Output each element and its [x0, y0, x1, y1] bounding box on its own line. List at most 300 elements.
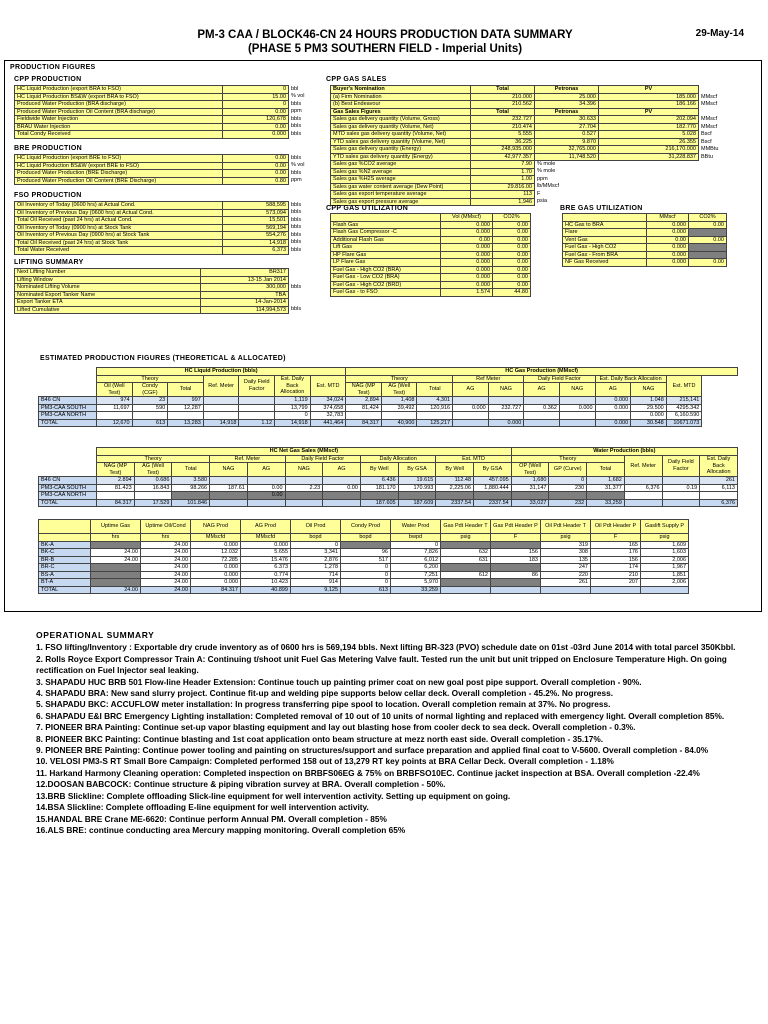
cpp-label: Total Condy Received [15, 131, 223, 139]
gas-util-cell: 0.000 [441, 244, 493, 252]
bre-gas-cell: 0.00 [689, 259, 727, 267]
hc-cell [559, 397, 595, 405]
uptime-col-header: Water Prod [391, 520, 441, 534]
ops-item: 13.BRB Slickline: Complete offloading Slick-line equipment for well intervention activity. Setting up equipment on going. [36, 790, 511, 801]
cpp-row [15, 116, 315, 124]
gas-sales-row [331, 131, 737, 139]
hc-cell: 32,783 [310, 412, 346, 420]
fso-unit: bbls [289, 224, 315, 232]
bre-gas-cell: Flare [563, 229, 647, 237]
gas-sales-cell: 182.770 [599, 123, 699, 131]
hc-net-cell [285, 477, 323, 485]
uptime-cell: 3,341 [291, 549, 341, 557]
bre-gas-cell: 0.00 [689, 221, 727, 229]
fso-label: Oil Inventory of Today (0900 hrs) at Stock Tank [15, 224, 223, 232]
cpp-unit: bbl [289, 86, 315, 94]
hc-row-label: PM3-CAA SOUTH [39, 404, 97, 412]
uptime-col-header: Gas Pdt Header P [491, 520, 541, 534]
gas-util-col-header: Vol (MMscf) [441, 214, 493, 222]
uptime-col-header: Oil Pdt Header T [541, 520, 591, 534]
bre-gas-cell [689, 229, 727, 237]
hc-cell [524, 397, 560, 405]
lifting-label: Lifted Cumulative [15, 306, 201, 314]
gas-sales-cell: 26.355 [599, 138, 699, 146]
estimated-heading: ESTIMATED PRODUCTION FIGURES (THEORETICAL & ALLOCATED) [40, 355, 286, 362]
theory-group: Theory [346, 375, 453, 383]
hc-net-row [39, 492, 738, 500]
hc-net-cell: 84.317 [97, 499, 135, 507]
hc-cell: 81,424 [346, 404, 382, 412]
uptime-cell: 24.00 [91, 586, 141, 594]
fso-value: 6,373 [223, 247, 289, 255]
uptime-cell: 24.00 [141, 564, 191, 572]
hc-net-cell [247, 477, 285, 485]
ops-item: 11. Harkand Harmony Cleaning operation: Completed inspection on BRBFS06EG & 75% on BRBFSO10EC. Continue jacket inspection at BSA. Overall completion -22.4% [36, 767, 700, 778]
hc-net-cell: 31,147 [511, 484, 549, 492]
gas-util-cell: LP Flare Gas [331, 259, 441, 267]
hc-cell: 0.000 [559, 404, 595, 412]
gas-quality-label: Sales gas water content average (Dew Point) [331, 183, 471, 191]
uptime-unit [39, 534, 91, 542]
gas-sales-cell: 210.562 [471, 101, 535, 109]
hc-net-cell: 0.00 [247, 492, 285, 500]
fso-value: 15,501 [223, 217, 289, 225]
bre-label: HC Liquid Production BS&W (export BRE to FSO) [15, 162, 223, 170]
uptime-col-header: Oil Pdt Header P [591, 520, 641, 534]
cpp-unit: bbls [289, 131, 315, 139]
bre-value: 0.00 [223, 170, 289, 178]
fso-label: Oil Inventory of Today (0600 hrs) at Actual Cond. [15, 202, 223, 210]
hc-cell: 30.548 [631, 419, 667, 427]
uptime-platform: BR-B [39, 556, 91, 564]
gas-sales-unit [699, 108, 737, 116]
gas-sales-cell: 25.000 [535, 93, 599, 101]
bre-production-table [14, 154, 315, 185]
bre-gas-table [562, 213, 727, 267]
bre-gas-cell [689, 251, 727, 259]
hc-net-water-table [38, 447, 738, 507]
bre-unit: % vol [289, 162, 315, 170]
gas-sales-unit: BBtu [699, 153, 737, 161]
uptime-unit: hrs [91, 534, 141, 542]
hc-net-cell: 112.48 [436, 477, 474, 485]
fso-value: 588,595 [223, 202, 289, 210]
hc-net-cell: 0.686 [134, 477, 172, 485]
uptime-cell [441, 564, 491, 572]
lifting-unit: bbls [289, 284, 315, 292]
lifting-label: Lifting Window [15, 276, 201, 284]
hc-cell [239, 404, 275, 412]
hc-net-col-header: AG [323, 463, 361, 477]
hc-cell: 2,894 [346, 397, 382, 405]
fso-unit: bbls [289, 232, 315, 240]
hc-cell: 1,119 [275, 397, 311, 405]
hc-liquid-group-row [39, 375, 738, 383]
report-date: 29-May-14 [695, 28, 744, 39]
fso-unit: bbls [289, 239, 315, 247]
hc-net-col-header: Total [587, 463, 625, 477]
hc-net-cell [210, 499, 248, 507]
hc-cell: 125,217 [417, 419, 453, 427]
lifting-unit [289, 299, 315, 307]
uptime-cell: 24.00 [141, 579, 191, 587]
uptime-col-header [39, 520, 91, 534]
ops-item: 4. SHAPADU BRA: New sand slurry project. Continue fit-up and welding pipe supports below cellar deck. Overall completion - 45.2%. No progress. [36, 688, 614, 699]
lifting-label: Nominated Export Tanker Name [15, 291, 201, 299]
hc-cell [453, 412, 489, 420]
hc-net-cell: 1,682 [587, 477, 625, 485]
gas-sales-cell: 186.166 [599, 101, 699, 109]
hc-cell: 1.048 [631, 397, 667, 405]
gas-sales-cell: 31,228.837 [599, 153, 699, 161]
gas-sales-cell: 42,977.357 [471, 153, 535, 161]
hc-net-group-row [39, 455, 738, 463]
lifting-value: 114,994,573 [201, 306, 289, 314]
cpp-production-table [14, 85, 315, 139]
bre-gas-col-header [563, 214, 647, 222]
gas-sales-col-header: Total [471, 108, 535, 116]
cpp-unit: bbls [289, 116, 315, 124]
uptime-cell: 9,125 [291, 586, 341, 594]
hc-net-cell [323, 477, 361, 485]
hc-col-header: NAG [488, 383, 524, 397]
hc-cell: 0.000 [453, 404, 489, 412]
cpp-value: 120,678 [223, 116, 289, 124]
uptime-cell: 72.285 [191, 556, 241, 564]
hc-col-header: Ref Meter [453, 375, 524, 383]
bre-value: 0.00 [223, 155, 289, 163]
gas-util-cell: 0.000 [441, 281, 493, 289]
uptime-cell: 15.476 [241, 556, 291, 564]
hc-net-cell [134, 492, 172, 500]
hc-net-cell [549, 492, 587, 500]
gas-sales-header-row [331, 86, 737, 94]
gas-quality-unit: % mole [535, 161, 737, 169]
hc-net-col-header: NAG (MP Test) [97, 463, 135, 477]
hc-cell [595, 412, 631, 420]
lifting-row [15, 299, 315, 307]
gas-util-cell: HP Flare Gas [331, 251, 441, 259]
hc-cell [97, 412, 133, 420]
hc-net-col-header: AG (Well Test) [134, 463, 172, 477]
gas-sales-cell: (b) Best Endeavour [331, 101, 471, 109]
hc-net-title: HC Net Gas Sales (MMscf) [97, 448, 512, 456]
gas-sales-unit: MMscf [699, 101, 737, 109]
hc-net-cell: 33,259 [587, 499, 625, 507]
fso-row [15, 217, 315, 225]
hc-net-cell [624, 499, 662, 507]
gas-sales-cell: Sales gas delivery quantity (Volume, Gross) [331, 116, 471, 124]
fso-value: 573,094 [223, 209, 289, 217]
hc-col-header: Total [417, 383, 453, 397]
gas-sales-cell: YTD sales gas delivery quantity (Volume, Net) [331, 138, 471, 146]
bre-label: Produced Water Production Oil Content (BRE Discharge) [15, 177, 223, 185]
gas-sales-cell: MTD sales gas delivery quantity (Volume, Net) [331, 131, 471, 139]
bre-gas-row [563, 221, 727, 229]
uptime-cell: 86 [491, 571, 541, 579]
hc-cell: 23 [132, 397, 168, 405]
bre-gas-row [563, 259, 727, 267]
gas-util-cell: Lift Gas [331, 244, 441, 252]
hc-net-cell: 0.19 [662, 484, 700, 492]
fso-row [15, 209, 315, 217]
gas-sales-unit: MMscf [699, 123, 737, 131]
hc-cell: 613 [132, 419, 168, 427]
fso-label: Oil Inventory of Previous Day (0600 hrs) at Actual Cond. [15, 209, 223, 217]
uptime-cell: 0.000 [191, 579, 241, 587]
gas-sales-cell: 232.727 [471, 116, 535, 124]
bre-gas-cell [689, 244, 727, 252]
hc-net-col-header: OP (Well Test) [511, 463, 549, 477]
gas-quality-row [331, 191, 737, 199]
hc-cell [132, 412, 168, 420]
uptime-col-header: Uptime Gas [91, 520, 141, 534]
uptime-unit: psig [641, 534, 689, 542]
gas-quality-label: Sales gas %N2 average [331, 168, 471, 176]
blank [39, 375, 97, 383]
uptime-cell: 33,259 [391, 586, 441, 594]
hc-cell [524, 419, 560, 427]
uptime-cell: 319 [541, 541, 591, 549]
hc-net-cell: 19.615 [398, 477, 436, 485]
cpp-production-heading: CPP PRODUCTION [14, 76, 82, 83]
hc-net-cell [624, 492, 662, 500]
hc-net-cell: 33,027 [511, 499, 549, 507]
blank [39, 368, 97, 376]
bre-row [15, 170, 315, 178]
gas-util-row [331, 289, 531, 297]
gas-quality-unit: % mole [535, 168, 737, 176]
gas-sales-cell: 248,935.000 [471, 146, 535, 154]
uptime-platform: BK-A [39, 541, 91, 549]
uptime-col-header: Oil Prod [291, 520, 341, 534]
hc-cell: 4,301 [417, 397, 453, 405]
hc-col-header: Daily Field Factor [239, 375, 275, 397]
uptime-cell: 247 [541, 564, 591, 572]
gas-util-row [331, 236, 531, 244]
uptime-cell: 2,006 [641, 556, 689, 564]
gas-util-cell: Fuel Gas - to FSO [331, 289, 441, 297]
uptime-cell [441, 579, 491, 587]
bre-gas-heading: BRE GAS UTILIZATION [560, 205, 643, 212]
uptime-cell: 612 [441, 571, 491, 579]
gas-sales-cell: 11,748.520 [535, 153, 599, 161]
uptime-cell [91, 541, 141, 549]
hc-cell: 997 [168, 397, 204, 405]
uptime-cell: 0.000 [191, 564, 241, 572]
uptime-platform: BK-C [39, 549, 91, 557]
gas-sales-cell: (a) Firm Nomination [331, 93, 471, 101]
uptime-cell: 165 [591, 541, 641, 549]
title-line-1: PM-3 CAA / BLOCK46-CN 24 HOURS PRODUCTION DATA SUMMARY [197, 29, 573, 41]
gas-quality-row [331, 168, 737, 176]
hc-net-group: Ref. Meter [210, 455, 285, 463]
hc-net-cell [474, 492, 512, 500]
bre-gas-header-row [563, 214, 727, 222]
hc-col-header: NAG (MP Test) [346, 383, 382, 397]
bre-gas-cell: 0.000 [647, 251, 689, 259]
water-group: Theory [511, 455, 624, 463]
hc-col-header: Est. MTD [310, 375, 346, 397]
hc-net-cell: 170.993 [398, 484, 436, 492]
hc-net-cell [662, 492, 700, 500]
uptime-cell [641, 586, 689, 594]
gas-util-cell: Fuel Gas - Low CO2 (BRA) [331, 274, 441, 282]
ops-item: 16.ALS BRE: continue conducting area Mercury mapping monitoring. Overall completion 65% [36, 824, 406, 835]
fso-unit: bbls [289, 217, 315, 225]
hc-net-cell: 2337.54 [474, 499, 512, 507]
hc-cell: 10671.073 [666, 419, 702, 427]
hc-net-group: Daily Allocation [360, 455, 435, 463]
gas-sales-figures-header [331, 108, 737, 116]
uptime-unit: bwpd [391, 534, 441, 542]
gas-util-cell: 0.00 [493, 259, 531, 267]
hc-net-row [39, 477, 738, 485]
gas-sales-unit: MMscf [699, 116, 737, 124]
gas-util-cell: 0.00 [441, 236, 493, 244]
hc-liquid-title-row [39, 368, 738, 376]
gas-sales-cell: 0.527 [535, 131, 599, 139]
uptime-unit: F [591, 534, 641, 542]
uptime-cell: 40.899 [241, 586, 291, 594]
uptime-cell: 261 [541, 579, 591, 587]
uptime-cell: 1,603 [641, 549, 689, 557]
gas-sales-heading: CPP GAS SALES [326, 76, 387, 83]
uptime-cell: 0 [341, 579, 391, 587]
hc-row-label: PM3-CAA NORTH [39, 412, 97, 420]
gas-sales-row [331, 101, 737, 109]
uptime-row [39, 564, 689, 572]
gas-quality-value: 1,946 [471, 198, 535, 206]
hc-col-header: AG (Well Test) [381, 383, 417, 397]
gas-util-cell: Fuel Gas - High CO2 (BRA) [331, 266, 441, 274]
hc-net-col-header: By GSA [398, 463, 436, 477]
gas-sales-cell: 30.633 [535, 116, 599, 124]
uptime-cell: 156 [491, 549, 541, 557]
hc-net-col-header: By Well [436, 463, 474, 477]
bre-gas-cell: Vent Gas [563, 236, 647, 244]
fso-production-heading: FSO PRODUCTION [14, 192, 82, 199]
hc-net-group: Est. MTD [436, 455, 511, 463]
gas-sales-row [331, 153, 737, 161]
cpp-value: 0.00 [223, 108, 289, 116]
gas-util-cell: 44.80 [493, 289, 531, 297]
uptime-cell: 0.000 [191, 571, 241, 579]
uptime-cell: 24.00 [141, 571, 191, 579]
uptime-cell: 207 [591, 579, 641, 587]
fso-row [15, 247, 315, 255]
water-col-header: Daily Field Factor [662, 455, 700, 477]
hc-net-cell [285, 499, 323, 507]
ops-item: 7. PIONEER BRA Painting: Continue set-up vapor blasting equipment and lay out blasting hose from cooler deck to sea deck. Overall completion - 0.3%. [36, 722, 636, 733]
gas-util-cell: Flash Gas [331, 221, 441, 229]
hc-net-cell: 6,113 [700, 484, 738, 492]
hc-cell [203, 412, 239, 420]
gas-quality-value: 29.816.00 [471, 183, 535, 191]
gas-sales-row [331, 138, 737, 146]
hc-net-cell: 1,880.444 [474, 484, 512, 492]
blank [39, 455, 97, 463]
fso-value: 14,918 [223, 239, 289, 247]
bre-unit: bbls [289, 170, 315, 178]
fso-label: Oil Inventory of Previous Day (0900 hrs) at Stock Tank [15, 232, 223, 240]
uptime-cell [491, 541, 541, 549]
hc-cell [559, 419, 595, 427]
gas-util-row [331, 229, 531, 237]
gas-util-col-header [331, 214, 441, 222]
bre-row [15, 177, 315, 185]
hc-net-cell [360, 492, 398, 500]
uptime-unit: MMscfd [241, 534, 291, 542]
lifting-label: Next Lifting Number [15, 269, 201, 277]
fso-production-table [14, 201, 315, 255]
lifting-summary-table [14, 268, 315, 314]
gas-util-cell: 0.00 [493, 236, 531, 244]
hc-net-cell: 0 [549, 477, 587, 485]
cpp-value: 0 [223, 86, 289, 94]
gas-util-cell: 0.00 [493, 251, 531, 259]
hc-cell: 215,141 [666, 397, 702, 405]
gas-quality-unit: ppm [535, 176, 737, 184]
hc-net-cell: 181.170 [360, 484, 398, 492]
bre-unit: ppm [289, 177, 315, 185]
gas-util-row [331, 281, 531, 289]
hc-net-group: Daily Field Factor [285, 455, 360, 463]
uptime-col-header: Condy Prod [341, 520, 391, 534]
lifting-value: 14-Jan-2014 [201, 299, 289, 307]
hc-net-cell: 6,376 [700, 499, 738, 507]
hc-net-cell: 187.61 [210, 484, 248, 492]
hc-net-cell [210, 492, 248, 500]
uptime-cell: 2,876 [291, 556, 341, 564]
gas-sales-cell: YTD sales gas delivery quantity (Energy) [331, 153, 471, 161]
fso-row [15, 202, 315, 210]
uptime-cell: 0.774 [241, 571, 291, 579]
title-line-2: (PHASE 5 PM3 SOUTHERN FIELD - Imperial Units) [247, 43, 523, 55]
hc-cell: 12,287 [168, 404, 204, 412]
hc-col-header: Condy (CGF) [132, 383, 168, 397]
uptime-cell: 5.655 [241, 549, 291, 557]
lifting-unit: bbls [289, 306, 315, 314]
lifting-unit [289, 276, 315, 284]
uptime-cell: 714 [291, 571, 341, 579]
cpp-value: 15.00 [223, 93, 289, 101]
uptime-cell: 5,970 [391, 579, 441, 587]
uptime-cell: 1,851 [641, 571, 689, 579]
uptime-cell: 0 [291, 541, 341, 549]
lifting-value: 13-15 Jan 2014 [201, 276, 289, 284]
gas-quality-label: Sales gas export temperature average [331, 191, 471, 199]
gas-quality-label: Sales gas %H2S average [331, 176, 471, 184]
uptime-cell [91, 564, 141, 572]
gas-util-table [330, 213, 531, 297]
uptime-platform: BS-A [39, 571, 91, 579]
lifting-value: BR317 [201, 269, 289, 277]
fso-row [15, 239, 315, 247]
uptime-cell [491, 579, 541, 587]
hc-net-cell: 2,225.06 [436, 484, 474, 492]
uptime-row [39, 556, 689, 564]
bre-gas-cell: 0.000 [647, 259, 689, 267]
hc-col-header: AG [595, 383, 631, 397]
gas-util-cell: Additional Flash Gas [331, 236, 441, 244]
uptime-cell [591, 586, 641, 594]
gas-util-cell: 1.574 [441, 289, 493, 297]
gas-util-cell: 0.000 [441, 266, 493, 274]
hc-gas-title: HC Gas Production (MMscf) [346, 368, 738, 376]
hc-net-cell [662, 477, 700, 485]
hc-net-cell [247, 499, 285, 507]
